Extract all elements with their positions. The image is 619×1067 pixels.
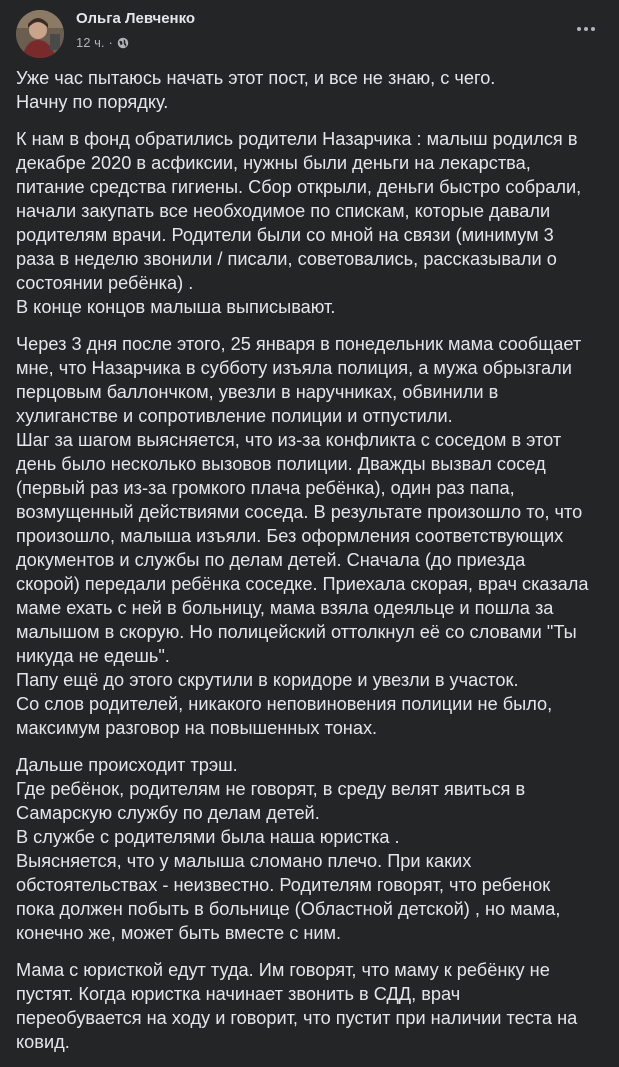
post-text-line: Со слов родителей, никакого неповиновения полиции не было,	[16, 694, 553, 714]
post-text-line: Начну по порядку.	[16, 92, 169, 112]
post-text-line: никуда не едешь".	[16, 646, 170, 666]
post-text-line: Выясняется, что у малыша сломано плечо. При каких	[16, 851, 472, 871]
post-text-line: К нам в фонд обратились родители Назарчика : малыш родился в	[16, 129, 578, 149]
post-text-line: родителям врачи. Родители были со мной на связи (минимум 3	[16, 225, 554, 245]
avatar-photo	[16, 10, 64, 58]
post-text-line: документов и службы по делам детей. Сначала (до приезда	[16, 550, 526, 570]
post-text-line: пустят. Когда юристка начинает звонить в СДД, врач	[16, 984, 461, 1004]
post-text-line: обстоятельствах - неизвестно. Родителям говорят, что ребенок	[16, 875, 551, 895]
post-paragraph	[16, 958, 608, 1054]
post-text-line: возмущенный действиями соседа. В результате произошло то, что	[16, 502, 583, 522]
post-text-line: Шаг за шагом выясняется, что из-за конфликта с соседом в этот	[16, 430, 562, 450]
post-paragraph	[16, 66, 608, 114]
post-text-line: переобувается на ходу и говорит, что пустит при наличии теста на	[16, 1008, 578, 1028]
post-body	[16, 66, 608, 1067]
post-text-line: Уже час пытаюсь начать этот пост, и все не знаю, с чего.	[16, 68, 496, 88]
post-text-line: день было несколько вызовов полиции. Дважды вызвал сосед	[16, 454, 546, 474]
more-horizontal-icon	[577, 27, 581, 31]
post-text-line: конечно же, может быть вместе с ним.	[16, 923, 342, 943]
post-paragraph	[16, 127, 608, 319]
post-text-line: Папу ещё до этого скрутили в коридоре и увезли в участок.	[16, 670, 519, 690]
post-text-line: хулиганстве и сопротивление полиции и отпустили.	[16, 406, 453, 426]
post-header	[0, 0, 619, 66]
more-options-button[interactable]	[571, 14, 601, 44]
post-text-line: скорой) передали ребёнка соседке. Приехала скорая, врач сказала	[16, 574, 589, 594]
post-paragraph	[16, 332, 608, 740]
post-text-line: максимум разговор на повышенных тонах.	[16, 718, 378, 738]
avatar[interactable]	[16, 10, 64, 58]
post-paragraph	[16, 753, 608, 945]
post-text-line: Где ребёнок, родителям не говорят, в среду велят явиться в	[16, 779, 526, 799]
more-horizontal-icon	[584, 27, 588, 31]
post-text-line: питание средства гигиены. Сбор открыли, деньги быстро собрали,	[16, 177, 582, 197]
post-text-line: (первый раз из-за громкого плача ребёнка), один раз папа,	[16, 478, 515, 498]
post-text-line: Дальше происходит трэш.	[16, 755, 238, 775]
post-text-line: декабре 2020 в асфиксии, нужны были деньги на лекарства,	[16, 153, 531, 173]
post-text-line: пока должен побыть в больнице (Областной детской) , но мама,	[16, 899, 561, 919]
post-timestamp[interactable]: 12 ч.	[76, 35, 105, 50]
meta-separator: ·	[108, 35, 113, 50]
author-name[interactable]: Ольга Левченко	[76, 10, 196, 27]
post-text-line: малышом в скорую. Но полицейский оттолкнул её со словами "Ты	[16, 622, 577, 642]
post-text-line: мне, что Назарчика в субботу изъяла полиция, а мужа обрызгали	[16, 358, 572, 378]
globe-icon[interactable]	[117, 37, 129, 49]
post-text-line: ковид.	[16, 1032, 70, 1052]
post-text-line: Самарскую службу по делам детей.	[16, 803, 320, 823]
post-text-line: состоянии ребёнка) .	[16, 273, 194, 293]
more-horizontal-icon	[591, 27, 595, 31]
post-text-line: раза в неделю звонили / писали, советовались, рассказывали о	[16, 249, 557, 269]
post-meta	[76, 35, 129, 50]
post-text-line: произошло, малыша изъяли. Без оформления соответствующих	[16, 526, 564, 546]
post-text-line: перцовым баллончком, увезли в наручниках, обвинили в	[16, 382, 499, 402]
post-text-line: В службе с родителями была наша юристка .	[16, 827, 400, 847]
post-text-line: Мама с юристкой едут туда. Им говорят, что маму к ребёнку не	[16, 960, 550, 980]
post-text-line: маме ехать с ней в больницу, мама взяла одеяльце и пошла за	[16, 598, 554, 618]
post-text-line: В конце концов малыша выписывают.	[16, 297, 336, 317]
post-text-line: начали закупать все необходимое по спискам, которые давали	[16, 201, 551, 221]
post-text-line: Через 3 дня после этого, 25 января в понедельник мама сообщает	[16, 334, 582, 354]
